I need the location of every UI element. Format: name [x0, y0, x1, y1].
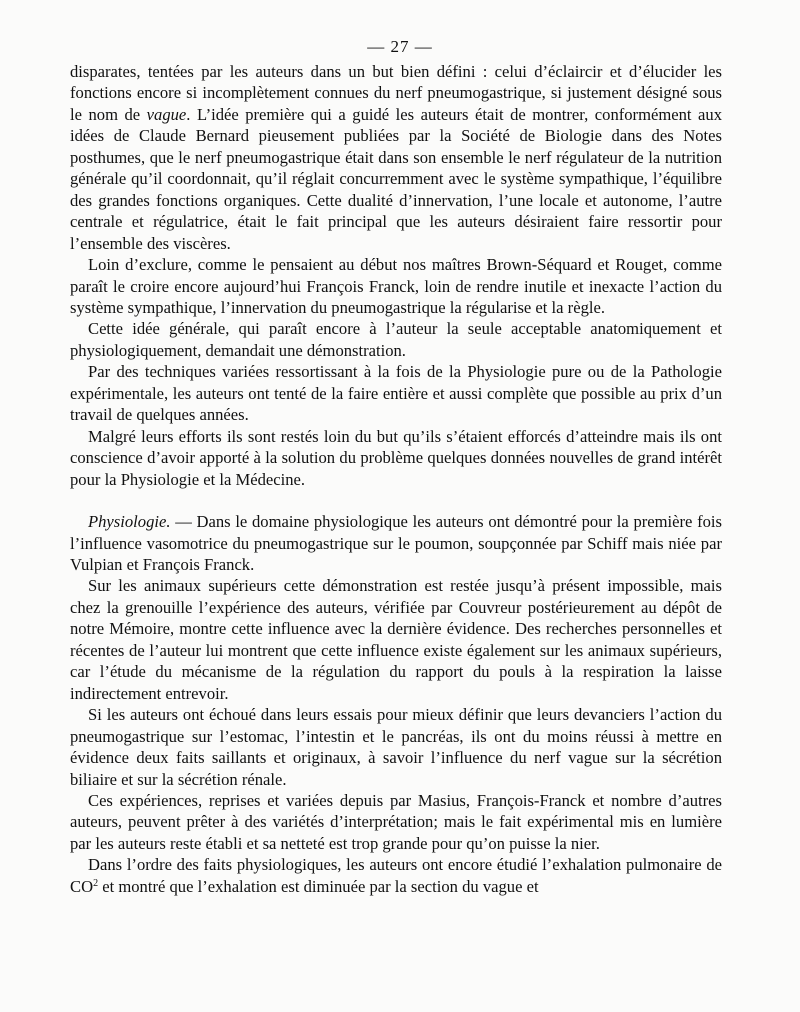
paragraph: Sur les animaux supérieurs cette démonstration est restée jusqu’à présent impossible, mais chez la grenouille l’expérience des auteurs, vérifiée par Couvreur postérieurement au dépôt de notre Mémoire, montre cette influence avec la dernière évidence. Des recherches personnelles et récentes de l’auteur lui montrent que cette influence existe également sur les animaux supérieurs, car l’étude du mécanisme de la régulation du rapport du pouls à la respiration la laisse indirectement entrevoir.: [70, 576, 722, 703]
body-text: [70, 61, 722, 897]
paragraph: Si les auteurs ont échoué dans leurs essais pour mieux définir que leurs devanciers l’action du pneumogastrique sur l’estomac, l’intestin et le pancréas, ils ont du moins réussi à mettre en évidence deux faits saillants et originaux, à savoir l’influence du nerf vague sur la sécrétion biliaire et sur la sécrétion rénale.: [70, 705, 722, 789]
paragraph: Loin d’exclure, comme le pensaient au début nos maîtres Brown-Séquard et Rouget, comme paraît le croire encore aujourd’hui François Franck, loin de rendre inutile et inexacte l’action du système sympathique, l’innervation du pneumogastrique la régularise et la règle.: [70, 255, 722, 317]
paragraph-text: disparates, tentées par les auteurs dans un but bien défini : celui d’éclaircir et d’élucider les fonctions encore si incomplètement connues du nerf pneumogastrique, si justement désigné sous le nom de: [70, 62, 722, 124]
paragraph: Malgré leurs efforts ils sont restés loin du but qu’ils s’étaient efforcés d’atteindre mais ils ont conscience d’avoir apporté à la solution du problème quelques données nouvelles de grand intérêt pour la Physiologie et la Médecine.: [70, 426, 722, 489]
section-heading: Physiologie.: [88, 512, 171, 532]
paragraph-text: Dans l’ordre des faits physiologiques, les auteurs ont encore étudié l’exhalation pulmonaire de CO: [70, 855, 722, 896]
paragraph-text: et montré que l’exhalation est diminuée par la section du vague et: [98, 876, 539, 896]
paragraph: Cette idée générale, qui paraît encore à l’auteur la seule acceptable anatomiquement et physiologiquement, demandait une démonstration.: [70, 319, 722, 360]
italic-term: vague: [146, 104, 187, 124]
page-number: — 27 —: [367, 37, 433, 56]
paragraph: [70, 854, 722, 897]
paragraph: Par des techniques variées ressortissant à la fois de la Physiologie pure ou de la Pathologie expérimentale, les auteurs ont tenté de la faire entière et aussi complète que possible au prix d’un travail de quelques années.: [70, 362, 722, 425]
superscript: 2: [93, 877, 99, 889]
paragraph-continued: [70, 61, 722, 254]
paragraph: Ces expériences, reprises et variées depuis par Masius, François-Franck et nombre d’autres auteurs, peuvent prêter à des variétés d’interprétation; mais le fait expérimental mis en lumière par les auteurs reste établi et sa netteté est trop grande pour qu’on puisse la nier.: [70, 790, 722, 853]
section-physiologie: [70, 511, 722, 575]
paragraph-text: . L’idée première qui a guidé les auteurs était de montrer, conformément aux idées de Claude Bernard pieusement publiées par la Société de Biologie dans des Notes posthumes, que le nerf pneumogastrique était dans son ensemble le nerf régulateur de la nutrition générale qu’il coordonnait, qu’il réglait concurremment avec le système sympathique, l’équilibre des grandes fonctions organiques. Cette dualité d’innervation, l’une locale et autonome, l’autre centrale et régulatrice, était le fait principal que les auteurs désiraient faire ressortir pour l’ensemble des viscères.: [70, 104, 723, 253]
paragraph-text: — Dans le domaine physiologique les auteurs ont démontré pour la première fois l’influence vasomotrice du pneumogastrique sur le poumon, soupçonnée par Schiff mais niée par Vulpian et François Franck.: [70, 512, 722, 574]
